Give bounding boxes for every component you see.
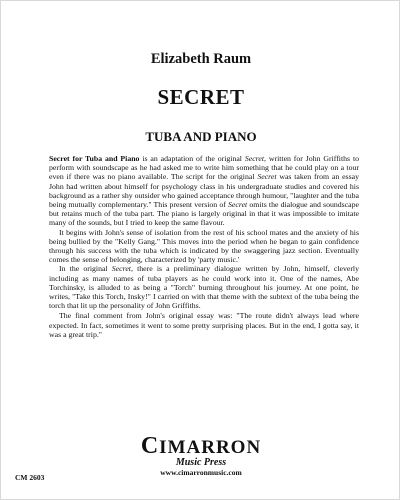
logo-rest: IMARRON [159,437,262,458]
text-run: , there is a preliminary dialogue written by John, himself, cleverly including as many names of tuba players as he could work into it. One of the names, Abe Torchinsky, is alluded to as being a "Torch" burning throughout his journey. At one point, he writes, "Take this Torch, Insky!" I carried on with that theme with the subtext of the tuba being the torch that lit up the personality of John Griffiths. [49,264,359,311]
program-notes [49,154,359,339]
text-run: , written for John Griffiths to perform with soundscape as he had asked me to write him something that he could play on a tour even if there was no piano available. The script for the original [49,154,360,182]
note-paragraph-3 [49,264,359,310]
publisher-subtitle: Music Press [175,457,227,468]
publisher-name [1,433,400,459]
composer-name: Elizabeth Raum [150,51,252,67]
instrumentation: TUBA AND PIANO [145,129,257,144]
publisher-logo [1,433,400,477]
italic-title: Secret [111,264,131,274]
text-run: omits the dialogue and soundscape but retains much of the tuba part. The piano is largely original in that it was impossible to imitate many of the sounds, but I tried to keep the same flavour. [49,200,359,228]
italic-title: Secret [244,154,265,163]
logo-initial: C [140,433,160,459]
italic-title: Secret [228,200,248,210]
catalog-number: CM 2603 [15,473,45,482]
note-paragraph-2: It begins with John's sense of isolation from the rest of his school mates and the anxiety of his being bullied by the "Kelly Gang." This moves into the period when he began to gain confidence through his success with the tuba which is indicated by the swaggering jazz section. Eventually comes the sense of belonging, characterized by 'party music.' [49,227,359,265]
piece-title: SECRET [157,85,245,109]
note-paragraph-4: The final comment from John's original essay was: "The route didn't always lead where expected. In fact, sometimes it went to some pretty surprising places. But in the end, I gotta say, it was a great trip." [49,311,359,339]
note-paragraph-1 [49,154,359,228]
italic-title: Secret [257,172,277,182]
text-run: In the original [59,264,112,274]
piece-name-bold: Secret for Tuba and Piano [49,154,140,163]
text-run: is an adaptation of the original [139,154,245,163]
text-run: was taken from an essay John had written about himself for psychology class in his undergraduate studies and covered his background as a rather shy outsider who gained acceptance through humour, "laughter and the tuba being mutually complementary." This present version of [49,172,359,210]
publisher-url: www.cimarronmusic.com [160,468,242,477]
